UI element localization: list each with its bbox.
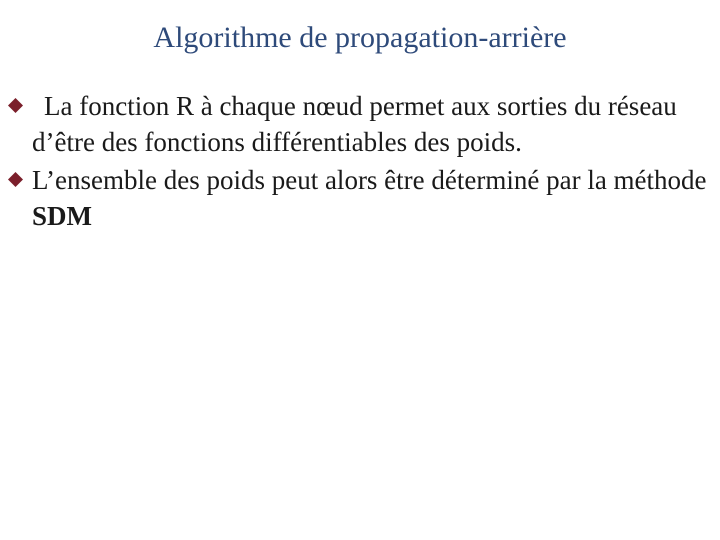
bullet-text-2-bold: SDM xyxy=(32,201,92,231)
diamond-bullet-icon xyxy=(8,172,23,187)
bullet-text-2: L’ensemble des poids peut alors être déterminé par la méthode xyxy=(32,165,707,195)
bullet-item-1 xyxy=(6,88,712,160)
bullet-text-1: La fonction R à chaque nœud permet aux sorties du réseau d’être des fonctions différentiables des poids. xyxy=(32,91,677,157)
diamond-bullet-icon xyxy=(8,98,23,113)
bullet-item-2 xyxy=(6,162,712,234)
bullet-list xyxy=(6,88,712,236)
slide-title: Algorithme de propagation-arrière xyxy=(153,21,567,54)
